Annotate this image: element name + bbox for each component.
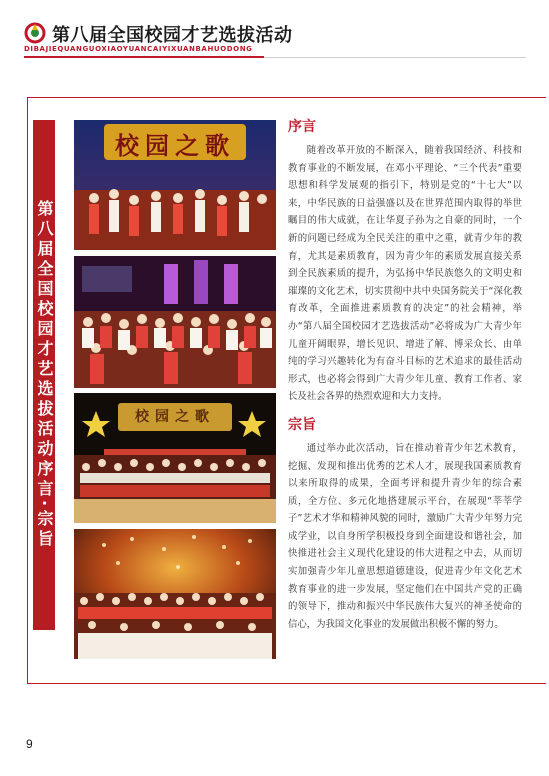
section-body-preface: 随着改革开放的不断深入，随着我国经济、科技和教育事业的不断发展，在邓小平理论、“三个代表”重要思想和科学发展观的指引下，特别是党的“十七大”以来，中华民族的日益强盛以及在世界范围内取得的举世瞩目的伟大成就，在让华夏子孙为之自豪的同时，一个新的问题已经成为全民关注的重中之重，就青少年的教育，尤其是素质教育，因为青少年的素质发展直接关系到全民族素质的提升，为弘扬中华民族悠久的文明史和璀璨的文化艺术，切实贯彻中共中央国务院关于“深化教育改革，全面推进素质教育的决定”的社会精神，举办“第八届全国校园才艺选拔活动”必将成为广大青少年儿童开阔眼界，增长见识、增进了解、博采众长、由单纯的学习兴趣转化为有奋斗目标的艺术追求的最佳活动形式，也必将会得到广大青少年儿童、教育工作者、家长及社会各界的热烈欢迎和大力支持。: [288, 145, 522, 403]
section-title-preface: 序言: [288, 119, 316, 135]
page-header-title: 第八届全国校园才艺选拔活动: [52, 25, 293, 46]
header-divider-grey: [264, 57, 526, 58]
photo-3-sign-overlay: [74, 393, 276, 433]
page-header-pinyin: DIBAJIEQUANGUOXIAOYUANCAIYIXUANBAHUODONG: [24, 45, 253, 53]
side-banner-text: 第八届全国校园才艺选拔活动序言·宗旨: [35, 199, 54, 551]
stage-photo-2: [74, 256, 276, 388]
section-body-purpose: 通过举办此次活动，旨在推动着青少年艺术教育，挖掘、发现和推出优秀的艺术人才，展现我国素质教育以来所取得的成果，全面考评和提升青少年的综合素质，全方位、多元化地搭建展示平台，在展现“莘莘学子”艺术才华和精神风貌的同时，激励广大青少年努力完成学业，以自身所学积极投身到全面建设和谐社会，加快推进社会主义现代化建设的伟大进程之中去，从而切实加强青少年儿童思想道德建设，促进青少年文化艺术教育事业的进一步发展，坚定他们在中国共产党的正确的领导下，推动和振兴中华民族伟大复兴的神圣使命的信心，为我国文化事业的发展做出积极不懈的努力。: [288, 442, 522, 630]
text-column: [288, 116, 522, 633]
page-number: 9: [26, 737, 33, 751]
section-title-purpose: 宗旨: [288, 416, 316, 433]
stage-sign-text: 校园之歌: [115, 132, 235, 160]
header-divider-red: [24, 56, 264, 58]
stage-photo-4: [74, 529, 276, 659]
side-banner: [33, 120, 55, 630]
stage-sign-text-2: 校园之歌: [135, 409, 215, 425]
event-logo-icon: [24, 22, 46, 44]
photo-1-sign-overlay: [74, 120, 276, 160]
